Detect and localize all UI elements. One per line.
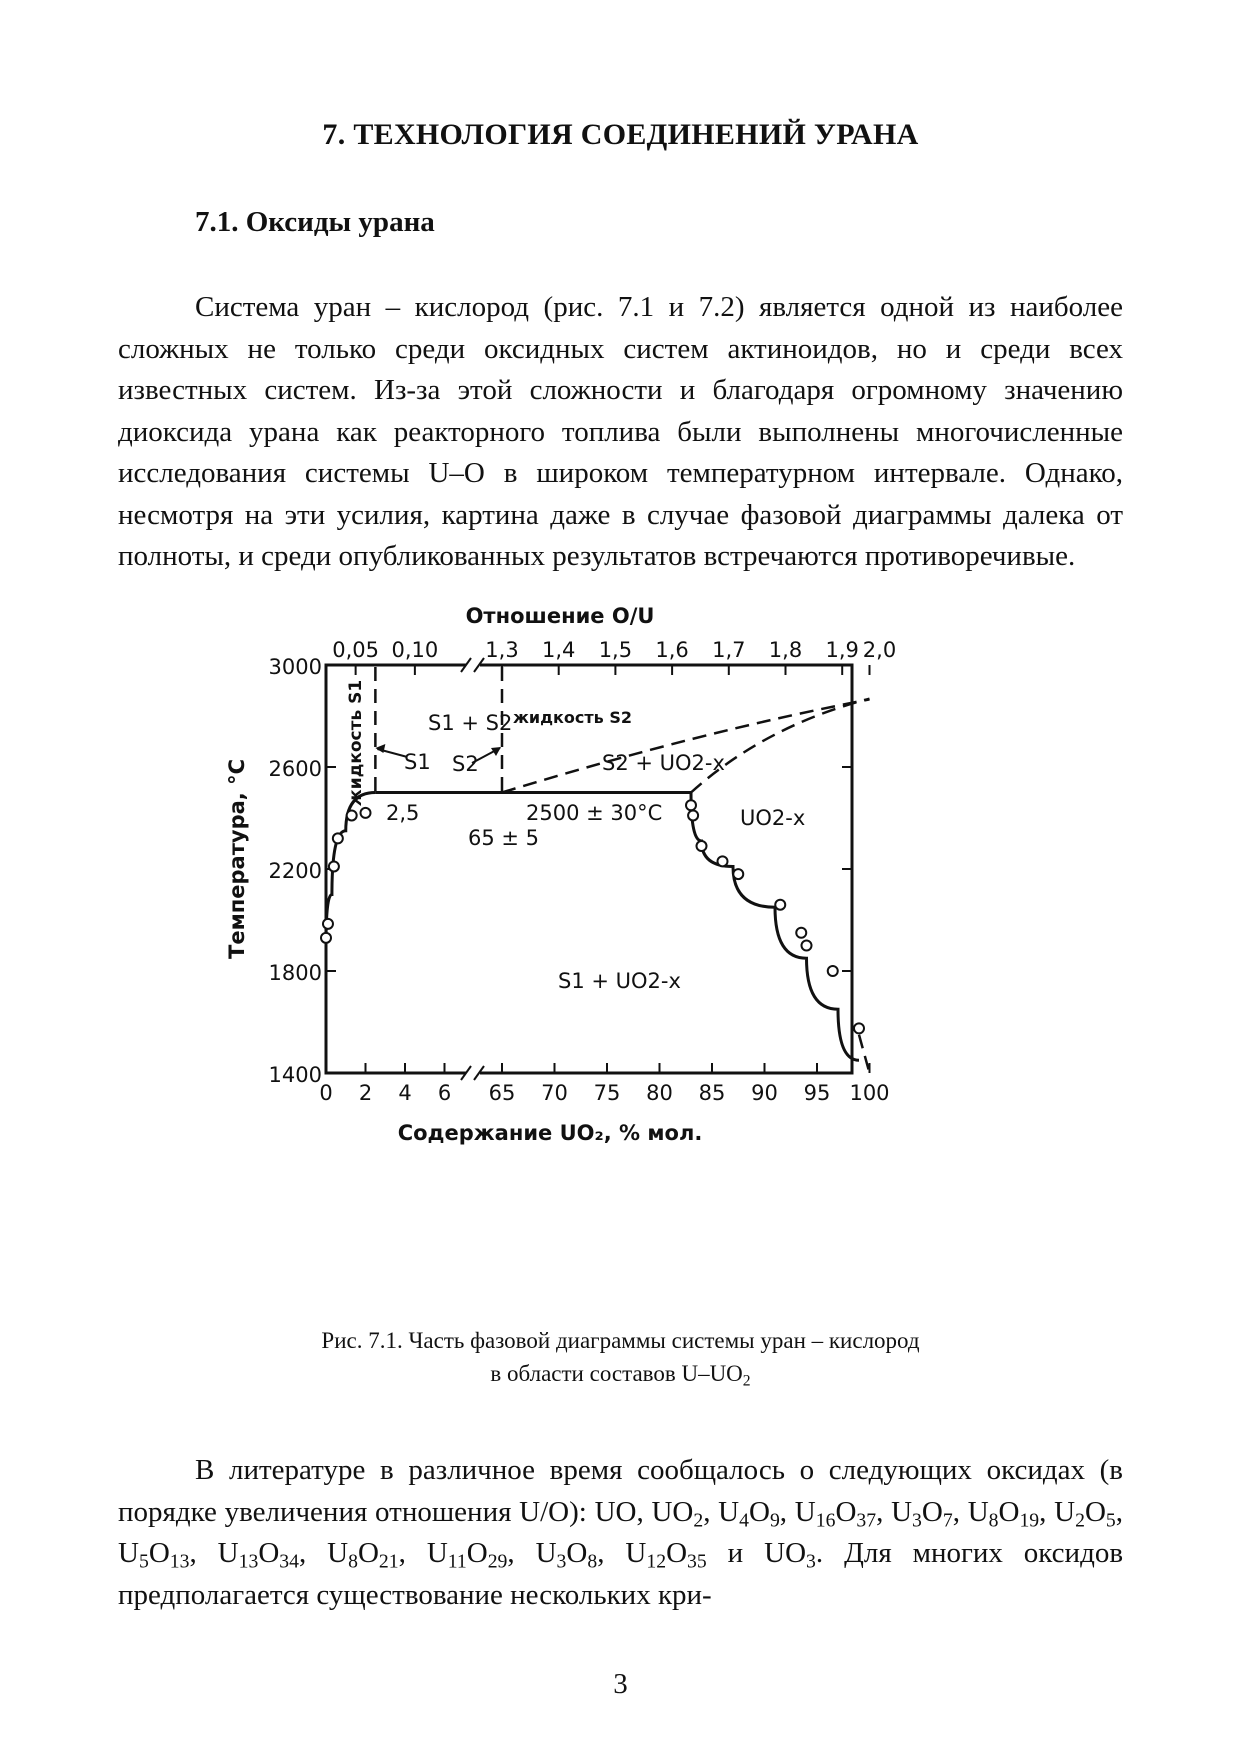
region-label-liquid-s1: жидкость S1 [346, 679, 366, 807]
experimental-point [323, 919, 333, 929]
top-tick-label: 1,3 [485, 638, 519, 662]
y-tick-label: 1400 [268, 1063, 322, 1087]
formula-subscript: 11 [447, 1550, 467, 1573]
page-number: 3 [613, 1668, 628, 1700]
y-tick-label: 3000 [268, 655, 322, 679]
figure-caption-line1: Рис. 7.1. Часть фазовой диаграммы системы уран – кислород [321, 1328, 920, 1353]
x-tick-label: 65 [488, 1081, 516, 1105]
y-tick-label: 1800 [268, 961, 322, 985]
figure-caption-line2 [0, 1357, 1241, 1390]
y-tick-label: 2600 [268, 757, 322, 781]
formula-subscript: 2 [1075, 1509, 1085, 1532]
x-axis-title: Содержание UO₂, % мол. [397, 1121, 703, 1145]
x-tick-label: 90 [751, 1081, 778, 1105]
experimental-point [329, 861, 339, 871]
formula-subscript: 4 [739, 1509, 749, 1532]
x-tick-label: 70 [541, 1081, 568, 1105]
x-tick-label: 95 [803, 1081, 831, 1105]
oxide-formula: $U_{12}O_{35}$ [625, 1537, 707, 1573]
formula-subscript: 5 [138, 1550, 149, 1573]
x-tick-label: 85 [698, 1081, 726, 1105]
formula-subscript: 16 [815, 1509, 836, 1532]
top-tick-label: 1,9 [825, 638, 859, 662]
formula-subscript: 35 [687, 1550, 707, 1573]
phase-diagram-plot [225, 604, 896, 1145]
top-tick-label: 1,7 [712, 638, 746, 662]
region-label-s2-uo2x: S2 + UO2-x [602, 751, 725, 775]
formula-subscript: 9 [769, 1509, 780, 1532]
oxide-formula: $U_2O_5$ [1054, 1495, 1116, 1532]
top-tick-label: 2,0 [862, 638, 897, 662]
uo2-x-upper-boundary [691, 699, 870, 793]
formula-subscript: 3 [806, 1550, 816, 1573]
region-label-s1-uo2x: S1 + UO2-x [558, 969, 681, 993]
x-tick-label: 75 [593, 1081, 621, 1105]
experimental-point [347, 810, 357, 820]
top-tick-label: 0,10 [391, 638, 439, 662]
formula-subscript: 2 [693, 1509, 704, 1532]
oxide-formula-list: UO, $UO_2$, $U_4O_9$, $U_{16}O_{37}$, $U_3O_7$, $U_8O_{19}$, $U_2O_5$, $U_5O_{13}$, $U_{13}O_{34}$, $U_8O_{21}$, $U_{11}O_{29}$, $U_3O_8$, $U_{12}O_{35}$ и $UO_3$. [118, 1495, 1124, 1573]
oxides-intro: В литературе в различное время сообщалось о следующих оксидах (в порядке увеличения отношения U/O): [118, 1454, 1123, 1528]
x-tick-label: 100 [849, 1081, 890, 1105]
oxide-formula: $U_8O_{19}$ [967, 1495, 1040, 1532]
annotation-2-5: 2,5 [386, 801, 420, 825]
formula-subscript: 8 [587, 1550, 598, 1573]
experimental-point [697, 841, 707, 851]
formula-subscript: 13 [238, 1550, 259, 1573]
y-tick-label: 2200 [268, 859, 322, 883]
conjunction: и [727, 1537, 744, 1569]
experimental-point [775, 900, 785, 910]
oxide-formula: $U_{13}O_{34}$ [217, 1537, 299, 1573]
experimental-point [321, 933, 331, 943]
intro-paragraph [118, 287, 1123, 578]
top-tick-label: 1,8 [768, 638, 803, 662]
experimental-point [828, 966, 838, 976]
top-tick-label: 0,05 [332, 638, 380, 662]
x-tick-label: 0 [319, 1081, 333, 1105]
formula-subscript: 19 [1019, 1509, 1040, 1532]
region-label-s1-s2: S1 + S2 [428, 711, 513, 735]
section-title: 7.1. Оксиды урана [195, 206, 435, 238]
oxides-paragraph [118, 1450, 1123, 1616]
experimental-point [688, 810, 698, 820]
y-axis-title: Температура, °C [225, 759, 249, 959]
top-tick-label: 1,5 [598, 638, 633, 662]
region-label-uo2x: UO2-x [740, 806, 806, 830]
experimental-point [854, 1023, 864, 1033]
experimental-point [333, 833, 343, 843]
label-s1-arrow: S1 [404, 750, 431, 774]
x-tick-label: 6 [437, 1081, 452, 1105]
solidus-extension [859, 1035, 870, 1073]
experimental-point [733, 869, 743, 879]
oxide-formula: UO [594, 1495, 637, 1528]
formula-subscript: 13 [169, 1550, 190, 1573]
top-tick-label: 1,6 [655, 638, 689, 662]
annotation-65-5: 65 ± 5 [468, 826, 540, 850]
formula-subscript: 12 [646, 1550, 667, 1573]
formula-subscript: 7 [942, 1509, 953, 1532]
oxide-formula: $UO_3$ [764, 1537, 816, 1573]
x-tick-label: 80 [646, 1081, 673, 1105]
figure-caption-line2-subscript: 2 [742, 1372, 751, 1390]
formula-subscript: 21 [378, 1550, 399, 1573]
oxide-formula: $U_4O_9$ [718, 1495, 780, 1532]
oxide-formula: $UO_2$ [651, 1495, 704, 1532]
formula-subscript: 8 [348, 1550, 358, 1573]
experimental-point [796, 928, 806, 938]
top-tick-label: 1,4 [541, 638, 576, 662]
oxide-formula: $U_8O_{21}$ [327, 1537, 399, 1573]
phase-diagram-figure [225, 604, 930, 1150]
annotation-2500: 2500 ± 30°C [526, 801, 663, 825]
oxides-outro: Для многих оксидов предполагается существование нескольких кри- [118, 1537, 1124, 1611]
x-tick-label: 2 [358, 1081, 373, 1105]
experimental-point [718, 856, 728, 866]
oxide-formula: $U_3O_8$ [535, 1537, 598, 1573]
oxide-formula: $U_{16}O_{37}$ [794, 1495, 877, 1532]
experimental-point [361, 808, 371, 818]
formula-subscript: 3 [912, 1509, 922, 1532]
intro-paragraph-text: Система уран – кислород (рис. 7.1 и 7.2) является одной из наиболее сложных не только среди оксидных систем актиноидов, но и среди всех известных систем. Из-за этой сложности и благодаря огромному значению диоксида урана как реакторного топлива были выполнены многочисленные исследования системы U–O в широком температурном интервале. Однако, несмотря на эти усилия, картина даже в случае фазовой диаграммы далека от полноты, и среди опубликованных результатов встречаются противоречивые. [118, 291, 1123, 572]
top-axis-title: Отношение O/U [465, 604, 655, 628]
experimental-point [686, 800, 696, 810]
oxides-paragraph-text [118, 1450, 1123, 1616]
formula-subscript: 29 [487, 1550, 508, 1573]
oxide-formula: $U_{11}O_{29}$ [426, 1537, 508, 1573]
formula-subscript: 3 [556, 1550, 567, 1573]
formula-subscript: 37 [856, 1509, 877, 1532]
x-tick-label: 4 [398, 1081, 412, 1105]
label-s2-arrow: S2 [452, 752, 479, 776]
solidus-uo2-side [691, 793, 859, 1061]
formula-subscript: 34 [279, 1550, 299, 1573]
oxide-formula: $U_3O_7$ [891, 1495, 953, 1532]
figure-caption-line2-text: в области составов U–UO [490, 1361, 743, 1386]
experimental-point [802, 941, 812, 951]
formula-subscript: 8 [988, 1509, 999, 1532]
chapter-title: 7. ТЕХНОЛОГИЯ СОЕДИНЕНИЙ УРАНА [322, 118, 919, 151]
oxide-formula: $U_5O_{13}$ [118, 1537, 190, 1573]
region-label-liquid-s2: жидкость S2 [513, 708, 633, 727]
formula-subscript: 5 [1105, 1509, 1116, 1532]
